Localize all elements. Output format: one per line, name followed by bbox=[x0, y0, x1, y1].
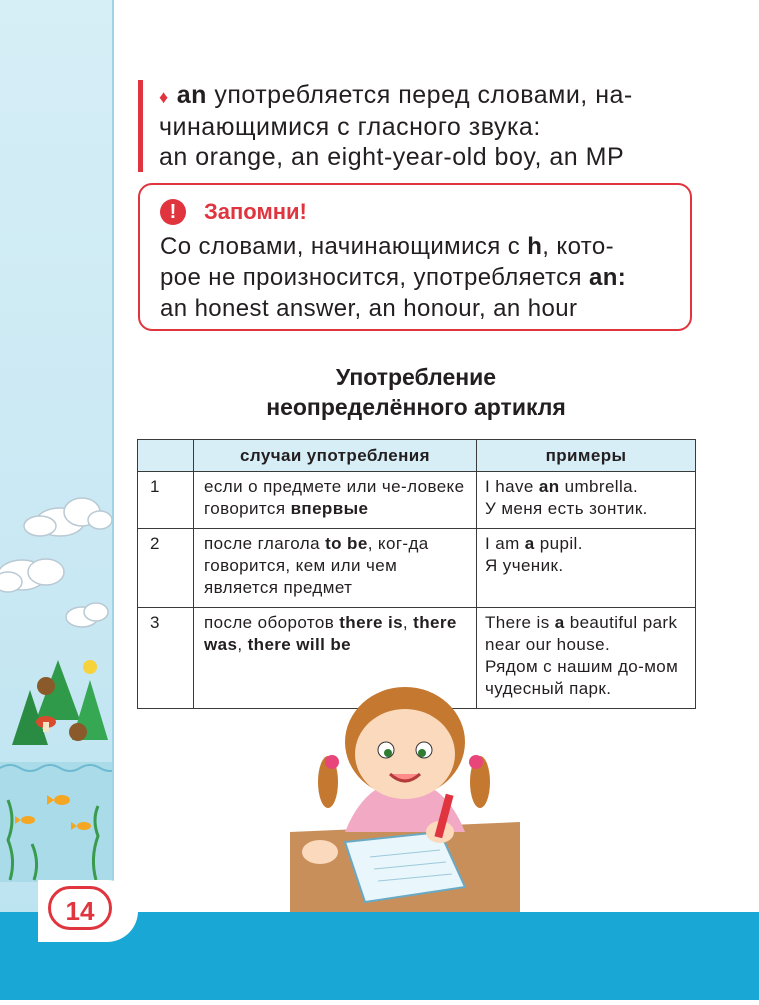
section-title-line-1: Употребление bbox=[335, 364, 497, 390]
table-header-row bbox=[138, 440, 696, 472]
article-highlight: an bbox=[538, 477, 560, 496]
table-row bbox=[138, 529, 696, 608]
case-highlight: there was bbox=[204, 613, 457, 654]
girl-face bbox=[355, 709, 455, 799]
cloud-icon bbox=[24, 498, 112, 536]
case-highlight: впервые bbox=[290, 499, 369, 518]
row-number: 1 bbox=[138, 472, 194, 529]
remember-body bbox=[160, 231, 670, 324]
example-en: I am a pupil. bbox=[485, 534, 583, 553]
remember-box bbox=[138, 183, 692, 331]
example-ru: У меня есть зонтик. bbox=[485, 499, 648, 518]
remember-highlight: h bbox=[527, 233, 543, 260]
remember-text: рое не произносится, употребляется bbox=[160, 264, 589, 291]
sidebar-illustration bbox=[0, 0, 112, 1000]
remember-highlight: an: bbox=[588, 264, 627, 291]
header-examples: примеры bbox=[477, 440, 696, 472]
example-ru: Я ученик. bbox=[485, 556, 564, 575]
exclamation-icon: ! bbox=[160, 199, 186, 225]
section-title-line-2: неопределённого артикля bbox=[266, 394, 566, 420]
sun-icon bbox=[83, 660, 97, 674]
rule-line-2: чинающимися с гласного звука: bbox=[159, 113, 541, 141]
cloud-icon bbox=[66, 603, 108, 627]
rule-text: употребляется перед словами, на- bbox=[214, 81, 633, 109]
remember-text: , кото- bbox=[542, 233, 615, 260]
row-number: 3 bbox=[138, 608, 194, 709]
example-en: I have an umbrella. bbox=[485, 477, 639, 496]
bear-icon bbox=[69, 723, 87, 741]
girl-hand bbox=[302, 840, 338, 864]
bear-icon bbox=[37, 677, 55, 695]
hair-bow bbox=[469, 755, 483, 769]
article-highlight: a bbox=[524, 534, 535, 553]
section-title bbox=[138, 362, 694, 422]
usage-case bbox=[194, 529, 477, 608]
header-num bbox=[138, 440, 194, 472]
usage-example bbox=[477, 472, 696, 529]
rule-line-3: an orange, an eight-year-old boy, an MP bbox=[159, 143, 625, 171]
case-highlight: to be bbox=[325, 534, 368, 553]
case-highlight: there is bbox=[339, 613, 403, 632]
article-usage-table bbox=[137, 439, 696, 709]
rule-keyword: an bbox=[176, 81, 207, 109]
example-ru: Рядом с нашим до-мом чудесный парк. bbox=[485, 657, 679, 698]
remember-header bbox=[160, 199, 670, 225]
remember-text: Со словами, начинающимися с bbox=[160, 233, 528, 260]
usage-case: после оборотов there is, there was, there will be bbox=[194, 608, 477, 709]
case-text: после глагола bbox=[204, 534, 326, 553]
row-number: 2 bbox=[138, 529, 194, 608]
example-en: There is a beautiful park near our house. bbox=[485, 613, 678, 654]
usage-case bbox=[194, 472, 477, 529]
decorative-sidebar bbox=[0, 0, 114, 1000]
rule-line-1 bbox=[159, 80, 719, 112]
case-text: после оборотов bbox=[204, 613, 340, 632]
remember-line-2 bbox=[160, 262, 670, 293]
diamond-bullet-icon: ♦ bbox=[159, 87, 169, 107]
header-cases: случаи употребления bbox=[194, 440, 477, 472]
table-row bbox=[138, 472, 696, 529]
remember-line-1 bbox=[160, 231, 670, 262]
remember-title: Запомни! bbox=[204, 199, 307, 224]
remember-line-3: an honest answer, an honour, an hour bbox=[160, 295, 578, 322]
case-highlight: there will be bbox=[247, 635, 352, 654]
girl-illustration bbox=[290, 682, 520, 912]
case-text: , ког-да говорится, кем или чем является предмет bbox=[204, 534, 429, 597]
case-text: если о предмете или че-ловеке говорится bbox=[204, 477, 465, 518]
cloud-icon bbox=[0, 559, 64, 592]
hair-bow bbox=[325, 755, 339, 769]
rule-block bbox=[138, 80, 719, 172]
usage-example bbox=[477, 529, 696, 608]
page-number: 14 bbox=[48, 886, 112, 930]
article-highlight: a bbox=[554, 613, 565, 632]
